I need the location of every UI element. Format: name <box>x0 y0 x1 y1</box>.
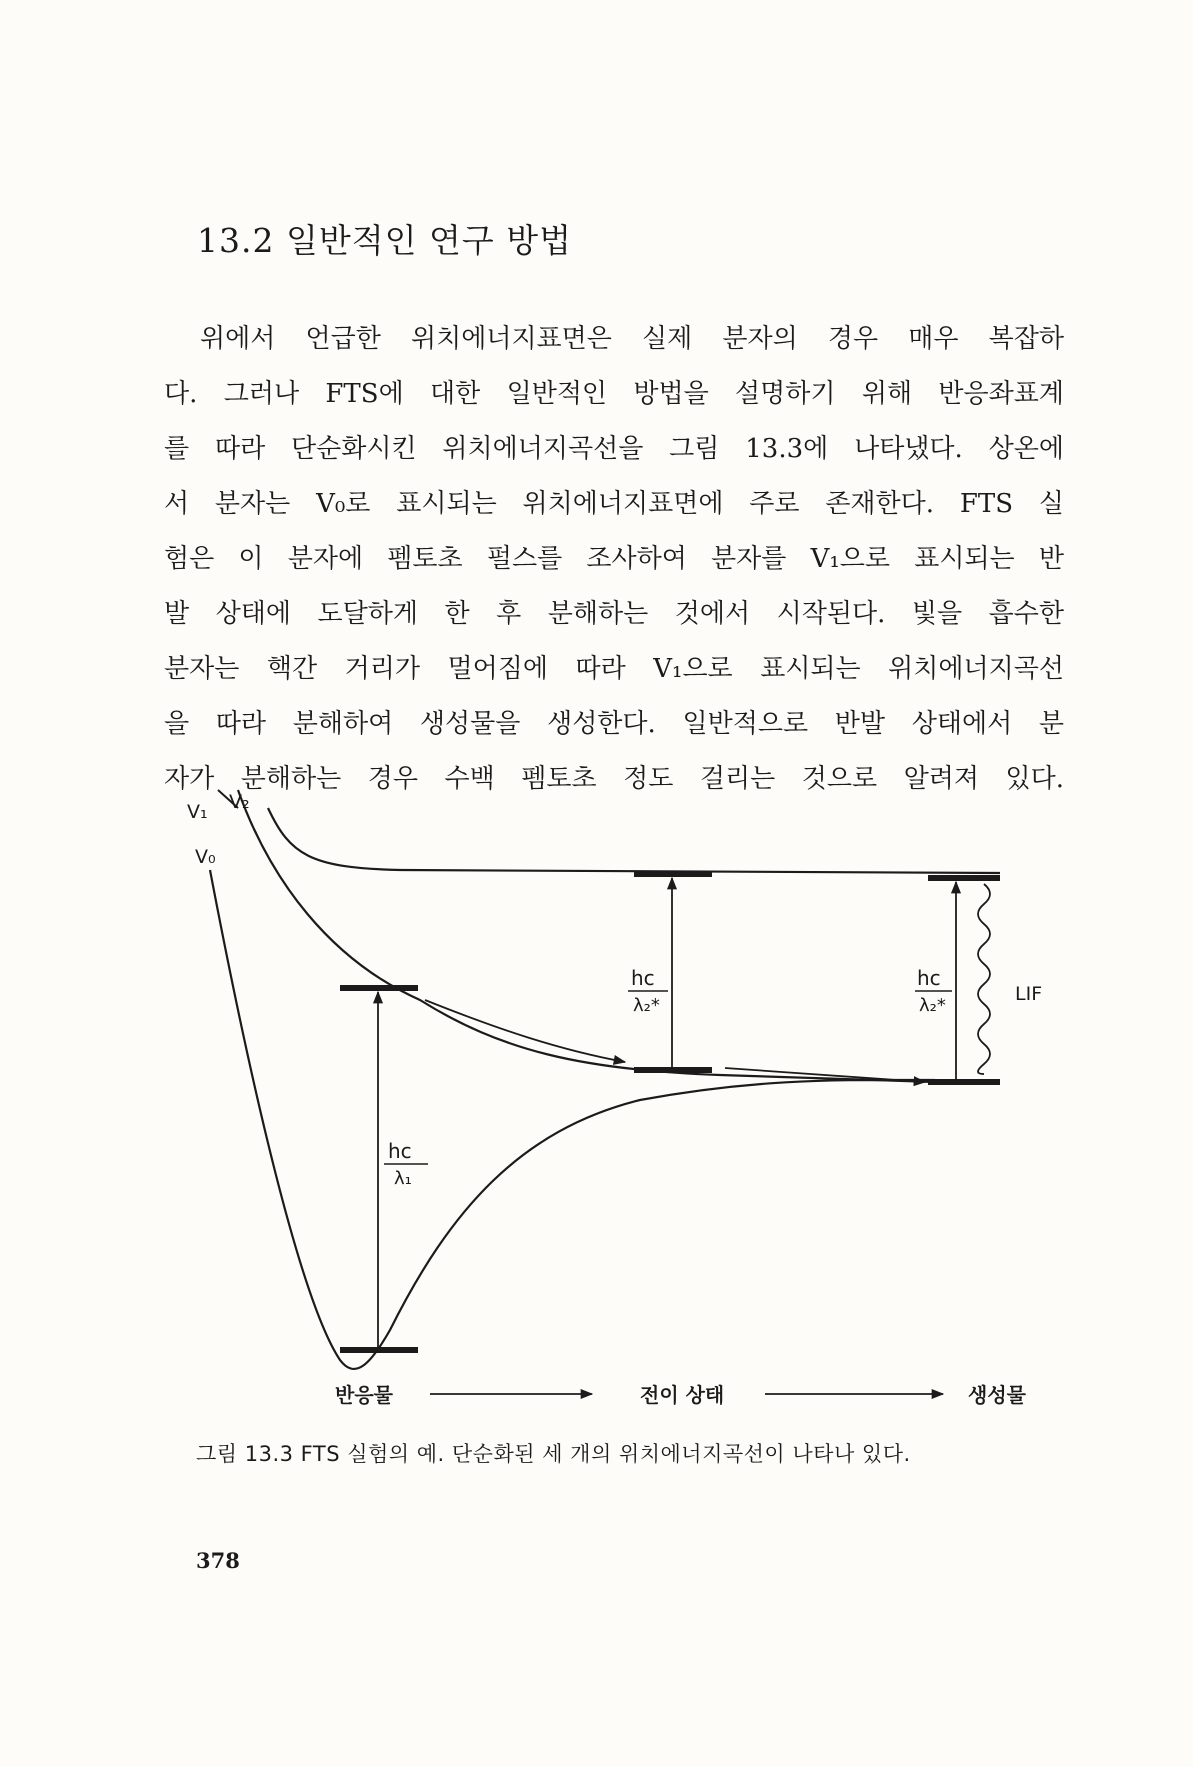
paragraph-line: 험은 이 분자에 펨토초 펄스를 조사하여 분자를 V₁으로 표시되는 반 <box>164 544 1064 574</box>
lif-label: LIF <box>1015 983 1043 1005</box>
reactant-label: 반응물 <box>335 1383 393 1407</box>
paragraph-line: 서 분자는 V₀로 표시되는 위치에너지표면에 주로 존재한다. FTS 실 <box>164 489 1064 519</box>
paragraph-line: 발 상태에 도달하게 한 후 분해하는 것에서 시작된다. 빛을 흡수한 <box>164 599 1064 629</box>
lambda2-numerator: hc <box>631 966 655 990</box>
lambda2-right-denominator: λ₂* <box>919 995 946 1016</box>
product-label: 생성물 <box>968 1383 1026 1407</box>
paragraph-line: 분자는 핵간 거리가 멀어짐에 따라 V₁으로 표시되는 위치에너지곡선 <box>164 654 1064 684</box>
figure-caption: 그림 13.3 FTS 실험의 예. 단순화된 세 개의 위치에너지곡선이 나타나 있다. <box>196 1442 911 1466</box>
v0-label: V₀ <box>195 846 216 868</box>
paragraph-line: 다. 그러나 FTS에 대한 일반적인 방법을 설명하기 위해 반응좌표계 <box>164 379 1064 409</box>
v0-curve <box>210 870 935 1369</box>
lambda1-denominator: λ₁ <box>394 1168 412 1189</box>
v1-curve <box>238 790 935 1082</box>
paragraph-line: 을 따라 분해하여 생성물을 생성한다. 일반적으로 반발 상태에서 분 <box>164 709 1064 739</box>
section-heading: 13.2 일반적인 연구 방법 <box>197 221 572 260</box>
lambda1-numerator: hc <box>388 1139 412 1163</box>
paragraph-line: 자가 분해하는 경우 수백 펨토초 정도 걸리는 것으로 알려져 있다. <box>164 764 1064 794</box>
potential-energy-figure <box>0 780 1193 1440</box>
transition-state-label: 전이 상태 <box>640 1383 725 1407</box>
paragraph-line: 를 따라 단순화시킨 위치에너지곡선을 그림 13.3에 나타냈다. 상온에 <box>164 434 1064 464</box>
lambda2-right-numerator: hc <box>917 966 941 990</box>
v2-label: V₂ <box>229 791 250 813</box>
lambda2-denominator: λ₂* <box>633 995 660 1016</box>
body-paragraph <box>164 312 1064 807</box>
v2-curve <box>268 808 1000 873</box>
page-number: 378 <box>196 1548 240 1573</box>
paragraph-line: 위에서 언급한 위치에너지표면은 실제 분자의 경우 매우 복잡하 <box>200 324 1064 354</box>
lif-wave <box>978 884 990 1074</box>
dissociation-arrow-1 <box>425 1000 625 1062</box>
v1-label: V₁ <box>187 801 208 823</box>
